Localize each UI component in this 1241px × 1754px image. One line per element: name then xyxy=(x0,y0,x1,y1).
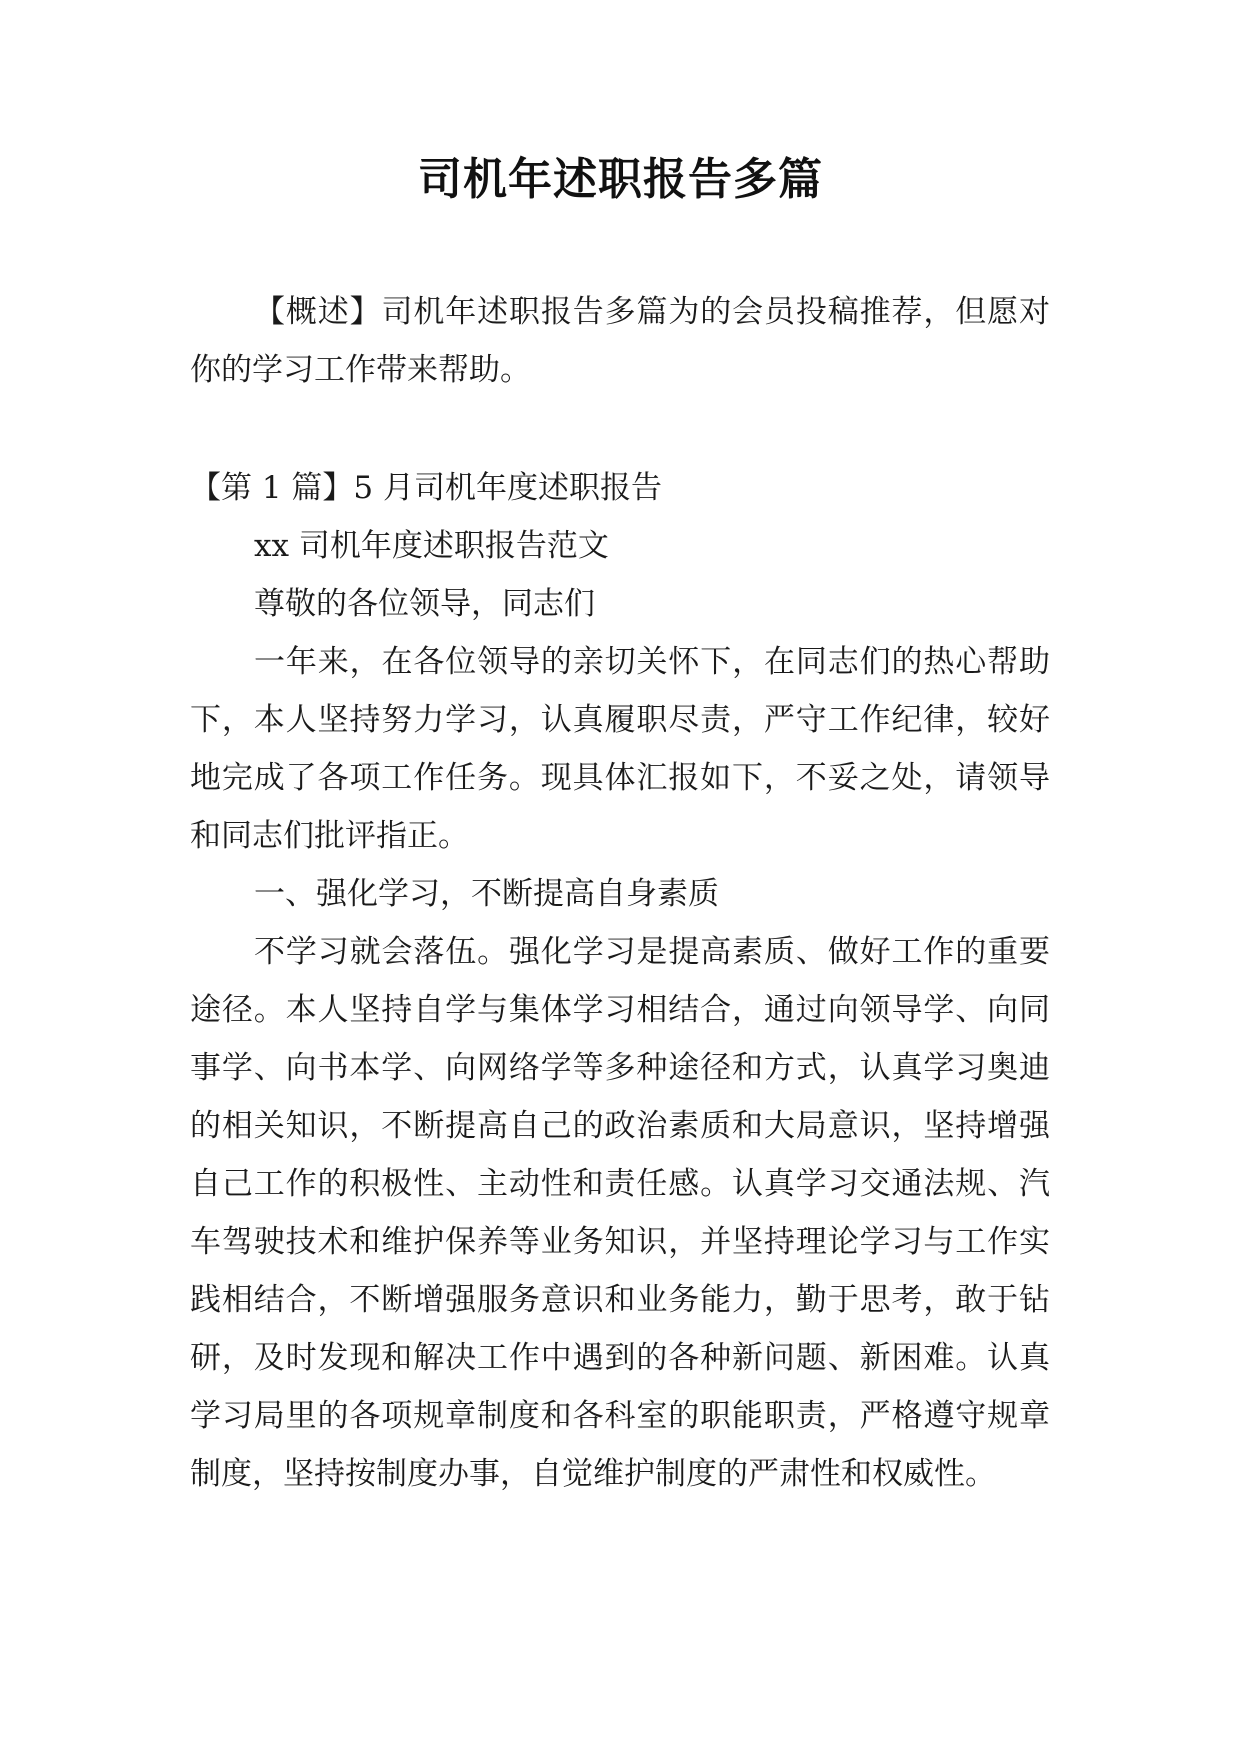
page-title: 司机年述职报告多篇 xyxy=(418,154,823,205)
subsection-heading: 一、强化学习，不断提高自身素质 xyxy=(254,876,719,912)
article-body xyxy=(190,459,1050,1503)
body-paragraph: 不学习就会落伍。强化学习是提高素质、做好工作的重要途径。本人坚持自学与集体学习相结合，通过向领导学、向同事学、向书本学、向网络学等多种途径和方式，认真学习奥迪的相关知识，不断提高自己的政治素质和大局意识，坚持增强自己工作的积极性、主动性和责任感。认真学习交通法规、汽车驾驶技术和维护保养等业务知识，并坚持理论学习与工作实践相结合，不断增强服务意识和业务能力，勤于思考，敢于钻研，及时发现和解决工作中遇到的各种新问题、新困难。认真学习局里的各项规章制度和各科室的职能职责，严格遵守规章制度，坚持按制度办事，自觉维护制度的严肃性和权威性。 xyxy=(190,934,1050,1492)
article-subtitle: xx 司机年度述职报告范文 xyxy=(254,528,609,564)
section-heading: 【第 1 篇】5 月司机年度述职报告 xyxy=(190,470,663,506)
summary-block xyxy=(190,283,1050,399)
summary-paragraph: 【概述】司机年述职报告多篇为的会员投稿推荐，但愿对你的学习工作带来帮助。 xyxy=(190,294,1050,388)
salutation: 尊敬的各位领导，同志们 xyxy=(254,586,595,622)
body-paragraph: 一年来，在各位领导的亲切关怀下，在同志们的热心帮助下，本人坚持努力学习，认真履职尽责，严守工作纪律，较好地完成了各项工作任务。现具体汇报如下，不妥之处，请领导和同志们批评指正。 xyxy=(190,644,1050,854)
